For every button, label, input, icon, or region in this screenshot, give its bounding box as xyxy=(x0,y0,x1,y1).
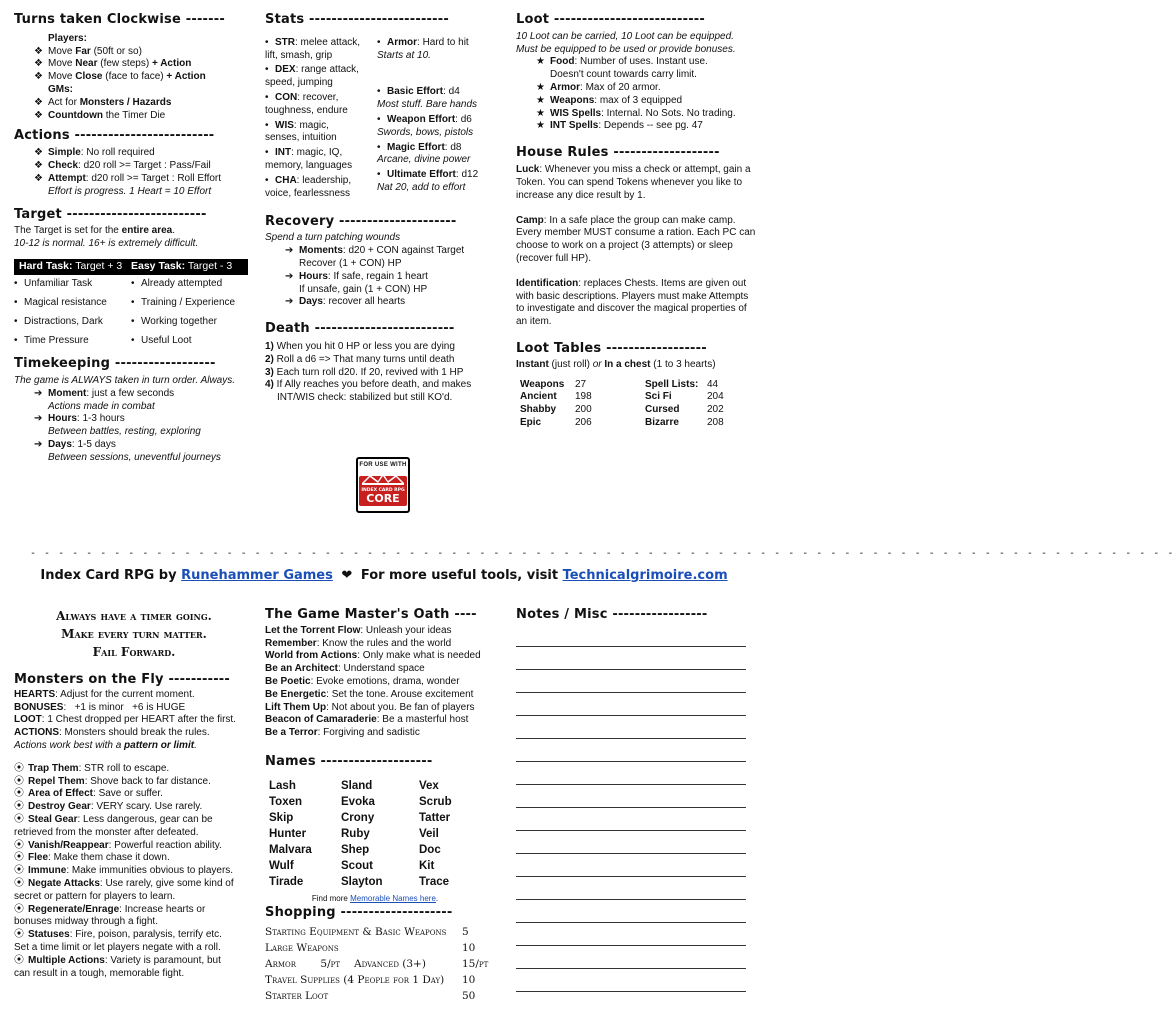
oath-list: Let the Torrent Flow: Unleash your ideas Remember: Know the rules and the world World from Actions: Only make what is needed Be an Architect: Understand space Be Poetic: Evoke emotions, drama, wonder Be Energetic: Set the tone. Arouse excitement Lift Them Up: Not about you. Be fan of players Beacon of Camaraderie: Be a masterful host Be a Terror: Forgiving and sadistic xyxy=(265,624,481,739)
loot-int-spells: ★ INT Spells: Depends -- see pg. 47 xyxy=(536,120,703,132)
loot-tables-heading: Loot Tables ------------------ xyxy=(516,340,707,356)
house-luck: Luck: Whenever you miss a check or attempt, gain a Token. You can spend Tokens whenever you like to increase any dice result by 1. xyxy=(516,164,751,201)
turns-heading: Turns taken Clockwise ------- xyxy=(14,12,225,27)
effort-note: Effort is progress. 1 Heart = 10 Effort xyxy=(48,185,212,197)
credits-banner: Index Card RPG by Runehammer Games ❤ For more useful tools, visit Technicalgrimoire.com xyxy=(40,568,728,583)
loot-tables-grid: Weapons 27 Ancient 198 Shabby 200 Epic 206 Spell Lists: 44 Sci Fi 204 Cursed 202 Bizarre 208 xyxy=(520,378,724,428)
stats-attributes: • STR: melee attack, lift, smash, grip • DEX: range attack, speed, jumping • CON: recover, toughness, endure • WIS: magic, senses, intuition • INT: magic, IQ, memory, languages • CHA: leadership, voice, fearlessness xyxy=(265,36,361,199)
gms-label: GMs: xyxy=(48,84,73,96)
gms-act: ❖ Act for Monsters / Hazards xyxy=(34,96,172,108)
action-check: ❖ Check: d20 roll >= Target : Pass/Fail xyxy=(34,160,211,172)
more-names: Find more Memorable Names here. xyxy=(311,893,439,903)
players-move-far: ❖ Move Far (50ft or so) xyxy=(34,45,142,57)
stats-heading: Stats ------------------------- xyxy=(265,12,449,27)
names-heading: Names -------------------- xyxy=(265,754,433,770)
column-turns-actions: Turns taken Clockwise ------- Players: ❖ Move Far (50ft or so) ❖ Move Near (few steps) + Action ❖ Move Close (face to face) + Action GMs: ❖ Act for Monsters / Hazards ❖ Countdown the Timer Die Actions ------------------------- ❖ Simple: No roll required ❖ Check: d20 roll >= Target : Pass/Fail ❖ Attempt: d20 roll >= Target : Roll Effort Effort is progress. 1 Heart = 10 Effort Target ------------------------- The Target is set for the entire area. 10-12 is normal. 16+ is extremely difficult. Hard Task: Target + 3 Easy Task: Target - 3 • Unfamiliar Task • Magical resistance • Distractions, Dark • Time Pressure • Already attempted • Training / Experience • Working together • Useful Loot Timekeeping ------------------ The game is ALWAYS taken in turn order. Always. ➔ Moment: just a few seconds Actions made in combat ➔ Hours: 1-3 hours Between battles, resting, exploring ➔ Days: 1-5 days Between sessions, uneventful journeys xyxy=(14,12,254,465)
time-moment: ➔ Moment: just a few seconds xyxy=(34,387,175,399)
notes-lines xyxy=(516,646,756,992)
easy-task-list: • Already attempted • Training / Experience • Working together • Useful Loot xyxy=(131,278,236,347)
target-heading: Target ------------------------- xyxy=(14,206,207,222)
loot-tables-note: Instant (just roll) or In a chest (1 to 3 hearts) xyxy=(516,358,716,370)
svg-text:CORE: CORE xyxy=(366,491,400,505)
gms-countdown: ❖ Countdown the Timer Die xyxy=(34,109,166,121)
notes-heading: Notes / Misc ----------------- xyxy=(516,607,708,622)
target-area: The Target is set for the entire area. xyxy=(14,225,176,237)
time-hours: ➔ Hours: 1-3 hours xyxy=(34,413,125,425)
players-label: Players: xyxy=(48,32,87,44)
stats-efforts: • Armor: Hard to hit Starts at 10. • Basic Effort: d4 Most stuff. Bare hands • Weapon Effort: d6 Swords, bows, pistols • Magic Effort: d8 Arcane, divine power • Ultimate Effort: d12 Nat 20, add to effort xyxy=(377,36,479,194)
icrpg-core-logo: FOR USE WITH INDEX CARD RPG CORE xyxy=(356,457,410,513)
column-notes xyxy=(516,607,756,992)
players-move-close: ❖ Move Close (face to face) + Action xyxy=(34,71,206,83)
loot-food: ★ Food: Number of uses. Instant use. xyxy=(536,56,708,68)
action-attempt: ❖ Attempt: d20 roll >= Target : Roll Effort xyxy=(34,172,222,184)
mottos: Always have a timer going. Make every turn matter. Fail Forward. xyxy=(56,609,212,659)
memorable-names-link[interactable]: Memorable Names here xyxy=(350,893,436,903)
loot-carry-note: 10 Loot can be carried, 10 Loot can be equipped. xyxy=(516,30,734,42)
cut-line-divider: - - - - - - - - - - - - - - - - - - - - - - - - - - - - - - - - - - - - - - - - - - - - - - - - - - - - - - - - - - - - - - - - - - - - - - - - - - - - - - - - - - xyxy=(30,548,1174,559)
column-stats: Stats ------------------------- • STR: melee attack, lift, smash, grip • DEX: range attack, speed, jumping • CON: recover, toughness, endure • WIS: magic, senses, intuition • INT: magic, IQ, memory, languages • CHA: leadership, voice, fearlessness • Armor: Hard to hit Starts at 10. • Basic Effort: d4 Most stuff. Bare hands • Weapon Effort: d6 Swords, bows, pistols • Magic Effort: d8 Arcane, divine power • Ultimate Effort: d12 Nat 20, add to effort Recovery --------------------- Spend a turn patching wounds ➔ Moments: d20 + CON against Target Recover (1 + CON) HP ➔ Hours: If safe, regain 1 heart If unsafe, gain (1 + CON) HP ➔ Days: recover all hearts Death ------------------------- 1) When you hit 0 HP or less you are dying 2) Roll a d6 => That many turns until death 3) Each turn roll d20. If 20, revived with 1 HP 4) If Ally reaches you before death, and makes INT/WIS check: stabilized but still KO'd. xyxy=(265,12,500,405)
loot-heading: Loot --------------------------- xyxy=(516,12,705,27)
heart-icon: ❤ xyxy=(341,568,353,583)
time-days: ➔ Days: 1-5 days xyxy=(34,438,116,450)
target-normal: 10-12 is normal. 16+ is extremely difficult. xyxy=(14,238,199,250)
technicalgrimoire-link[interactable]: Technicalgrimoire.com xyxy=(562,568,728,583)
svg-text:INDEX CARD RPG: INDEX CARD RPG xyxy=(361,487,405,493)
monster-abilities: ⦿ Trap Them: STR roll to escape. ⦿ Repel Them: Shove back to far distance. ⦿ Area of Effect: Save or suffer. ⦿ Destroy Gear: VERY scary. Use rarely. ⦿ Steal Gear: Less dangerous, gear can be retrieved from the monster after defeated. ⦿ Vanish/Reappear: Powerful reaction ability. ⦿ Flee: Make them chase it down. ⦿ Immune: Make immunities obvious to players. ⦿ Negate Attacks: Use rarely, give some kind of secret or pattern for players to learn. ⦿ Regenerate/Enrage: Increase hearts or bonuses midway through a fight. ⦿ Statuses: Fire, poison, paralysis, terrify etc. Set a time limit or let players negate with a roll. ⦿ Multiple Actions: Variety is paramount, but can result in a tough, memorable fight. xyxy=(14,762,234,979)
house-identification: Identification: replaces Chests. Items are given out with basic descriptions. Players must make Attempts to investigate and discover the magical properties of an item. xyxy=(516,277,749,328)
runehammer-link[interactable]: Runehammer Games xyxy=(181,568,333,583)
loot-armor: ★ Armor: Max of 20 armor. xyxy=(536,82,661,94)
turns-title: Turns taken Clockwise xyxy=(14,12,182,27)
loot-wis-spells: ★ WIS Spells: Internal. No Sots. No trading. xyxy=(536,107,736,119)
shopping-heading: Shopping -------------------- xyxy=(265,905,453,921)
column-oath-names xyxy=(265,607,505,1004)
hard-easy-bar: Hard Task: Target + 3 Easy Task: Target - 3 xyxy=(14,259,248,275)
timekeeping-heading: Timekeeping ------------------ xyxy=(14,356,216,372)
recovery-heading: Recovery --------------------- xyxy=(265,214,457,230)
house-camp: Camp: In a safe place the group can make camp. Every member MUST consume a ration. Each PC can choose to work on a project (3 attempts) or sleep (recover full HP). xyxy=(516,214,756,264)
house-rules-heading: House Rules ------------------- xyxy=(516,145,720,161)
timekeeping-note: The game is ALWAYS taken in turn order. Always. xyxy=(14,374,236,386)
recovery-moments: ➔ Moments: d20 + CON against Target xyxy=(285,245,465,257)
recovery-days: ➔ Days: recover all hearts xyxy=(285,296,406,308)
oath-heading: The Game Master's Oath ---- xyxy=(265,607,477,622)
players-move-near: ❖ Move Near (few steps) + Action xyxy=(34,58,192,70)
death-heading: Death ------------------------- xyxy=(265,321,455,337)
actions-heading: Actions ------------------------- xyxy=(14,128,215,144)
names-grid: Lash Toxen Skip Hunter Malvara Wulf Tirade Sland Evoka Crony Ruby Shep Scout Slayton Vex Scrub Tatter Veil Doc Kit Trace xyxy=(269,779,452,888)
column-monsters: Always have a timer going. Make every turn matter. Fail Forward. Monsters on the Fly ----------- HEARTS: Adjust for the current moment. BONUSES: +1 is minor +6 is HUGE LOOT: 1 Chest dropped per HEART after the first. ACTIONS: Monsters should break the rules. Actions work best with a pattern or limit. ⦿ Trap Them: STR roll to escape. ⦿ Repel Them: Shove back to far distance. ⦿ Area of Effect: Save or suffer. ⦿ Destroy Gear: VERY scary. Use rarely. ⦿ Steal Gear: Less dangerous, gear can be retrieved from the monster after defeated. ⦿ Vanish/Reappear: Powerful reaction ability. ⦿ Flee: Make them chase it down. ⦿ Immune: Make immunities obvious to players. ⦿ Negate Attacks: Use rarely, give some kind of secret or pattern for players to learn. ⦿ Regenerate/Enrage: Increase hearts or bonuses midway through a fight. ⦿ Statuses: Fire, poison, paralysis, terrify etc. Set a time limit or let players negate with a roll. ⦿ Multiple Actions: Variety is paramount, but can result in a tough, memorable fight. xyxy=(14,607,254,980)
monsters-heading: Monsters on the Fly ----------- xyxy=(14,672,230,687)
shopping-table: Starting Equipment & Basic Weapons 5 Large Weapons 10 Armor 5/pt Advanced (3+) 15/pt Travel Supplies (4 People for 1 Day) 10 Starter Loot 50 xyxy=(265,926,489,1003)
recovery-note: Spend a turn patching wounds xyxy=(265,232,401,244)
column-loot: Loot --------------------------- 10 Loot can be carried, 10 Loot can be equipped. Must be equipped to be used or provide bonuses. ★ Food: Number of uses. Instant use. Doesn't count towards carry limit. ★ Armor: Max of 20 armor. ★ Weapons: max of 3 equipped ★ WIS Spells: Internal. No Sots. No trading. ★ INT Spells: Depends -- see pg. 47 House Rules ------------------- Luck: Whenever you miss a check or attempt, gain a Token. You can spend Tokens whenever you like to increase any dice result by 1. Camp: In a safe place the group can make camp. Every member MUST consume a ration. Each PC can choose to work on a project (3 attempts) or sleep (recover full HP). Identification: replaces Chests. Items are given out with basic descriptions. Players must make Attempts to investigate and discover the magical properties of an item. Loot Tables ------------------ Instant (just roll) or In a chest (1 to 3 hearts) Weapons 27 Ancient 198 Shabby 200 Epic 206 Spell Lists: 44 Sci Fi 204 Cursed 202 Bizarre 208 xyxy=(516,12,761,430)
recovery-hours: ➔ Hours: If safe, regain 1 heart xyxy=(285,270,428,282)
hard-task-list: • Unfamiliar Task • Magical resistance • Distractions, Dark • Time Pressure xyxy=(14,278,107,347)
core-badge-icon xyxy=(358,471,408,507)
action-simple: ❖ Simple: No roll required xyxy=(34,147,155,159)
loot-equip-note: Must be equipped to be used or provide bonuses. xyxy=(516,43,736,55)
death-list: 1) When you hit 0 HP or less you are dying 2) Roll a d6 => That many turns until death 3) Each turn roll d20. If 20, revived with 1 HP 4) If Ally reaches you before death, and makes INT/WIS check: stabilized but still KO'd. xyxy=(265,341,472,404)
loot-weapons: ★ Weapons: max of 3 equipped xyxy=(536,94,683,106)
